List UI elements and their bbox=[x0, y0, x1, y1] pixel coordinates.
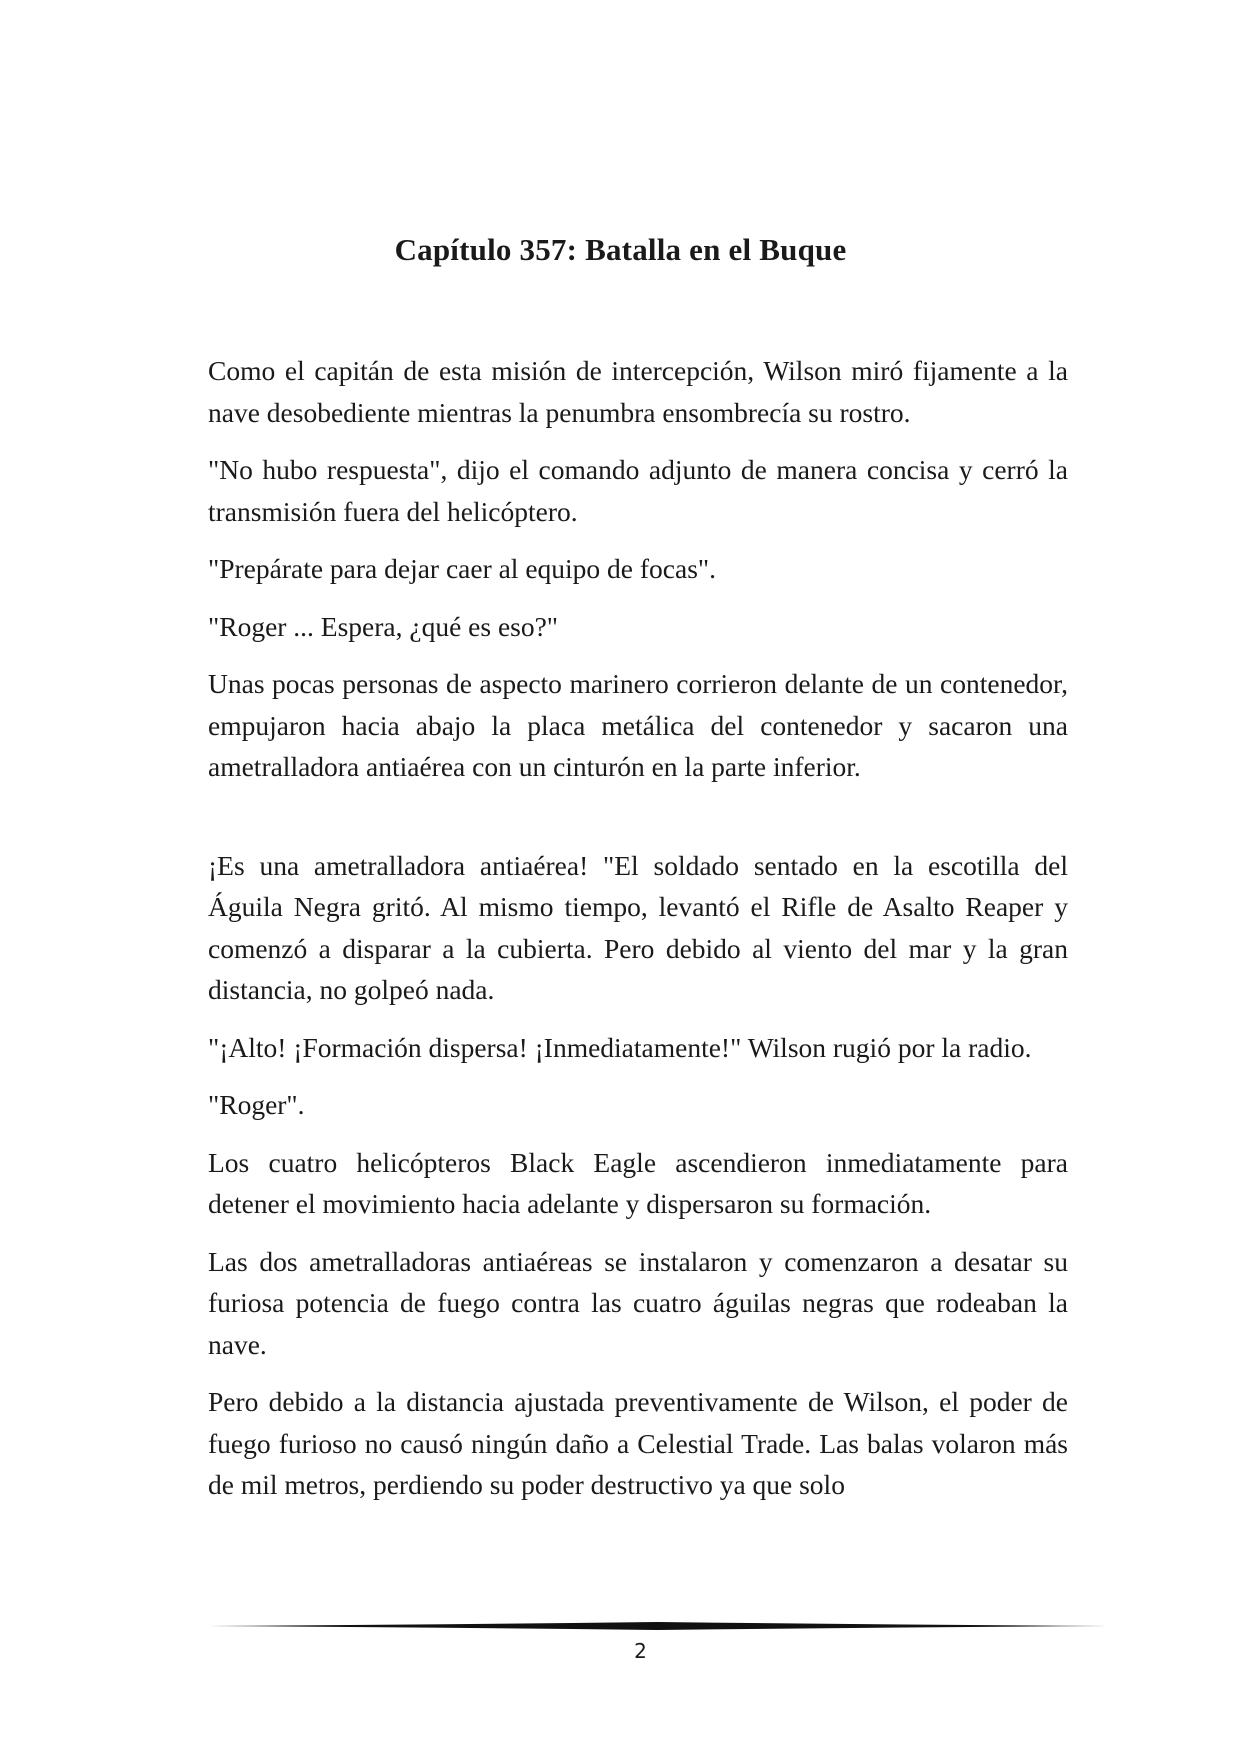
paragraph: "¡Alto! ¡Formación dispersa! ¡Inmediatamente!" Wilson rugió por la radio. bbox=[208, 1031, 1032, 1063]
paragraph: Pero debido a la distancia ajustada preventivamente de Wilson, el poder de fuego furioso no causó ningún daño a Celestial Trade. Las balas volaron más de mil metros, perdiendo su poder destructivo ya que solo bbox=[208, 1386, 1068, 1500]
paragraph: Como el capitán de esta misión de intercepción, Wilson miró fijamente a la nave desobediente mientras la penumbra ensombrecía su rostro. bbox=[208, 355, 1068, 428]
footer-divider bbox=[208, 1620, 1108, 1632]
paragraph: "Roger". bbox=[208, 1089, 305, 1120]
page-number: 2 bbox=[634, 1639, 647, 1663]
chapter-title: Capítulo 357: Batalla en el Buque bbox=[394, 232, 847, 267]
paragraph: ¡Es una ametralladora antiaérea! "El soldado sentado en la escotilla del Águila Negra gritó. Al mismo tiempo, levantó el Rifle de Asalto Reaper y comenzó a disparar a la cubierta. Pero debido al viento del mar y la gran distancia, no golpeó nada. bbox=[208, 849, 1068, 1005]
paragraph: Los cuatro helicópteros Black Eagle ascendieron inmediatamente para detener el movimiento hacia adelante y dispersaron su formación. bbox=[208, 1146, 1068, 1219]
chapter-body bbox=[208, 350, 1068, 1506]
paragraph: "Roger ... Espera, ¿qué es eso?" bbox=[208, 610, 559, 642]
paragraph: Unas pocas personas de aspecto marinero corrieron delante de un contenedor, empujaron hacia abajo la placa metálica del contenedor y sacaron una ametralladora antiaérea con un cinturón en la parte inferior. bbox=[208, 668, 1068, 782]
paragraph: Las dos ametralladoras antiaéreas se instalaron y comenzaron a desatar su furiosa potencia de fuego contra las cuatro águilas negras que rodeaban la nave. bbox=[208, 1245, 1068, 1360]
paragraph: "Prepárate para dejar caer al equipo de focas". bbox=[208, 553, 716, 584]
paragraph: "No hubo respuesta", dijo el comando adjunto de manera concisa y cerró la transmisión fuera del helicóptero. bbox=[208, 454, 1068, 527]
